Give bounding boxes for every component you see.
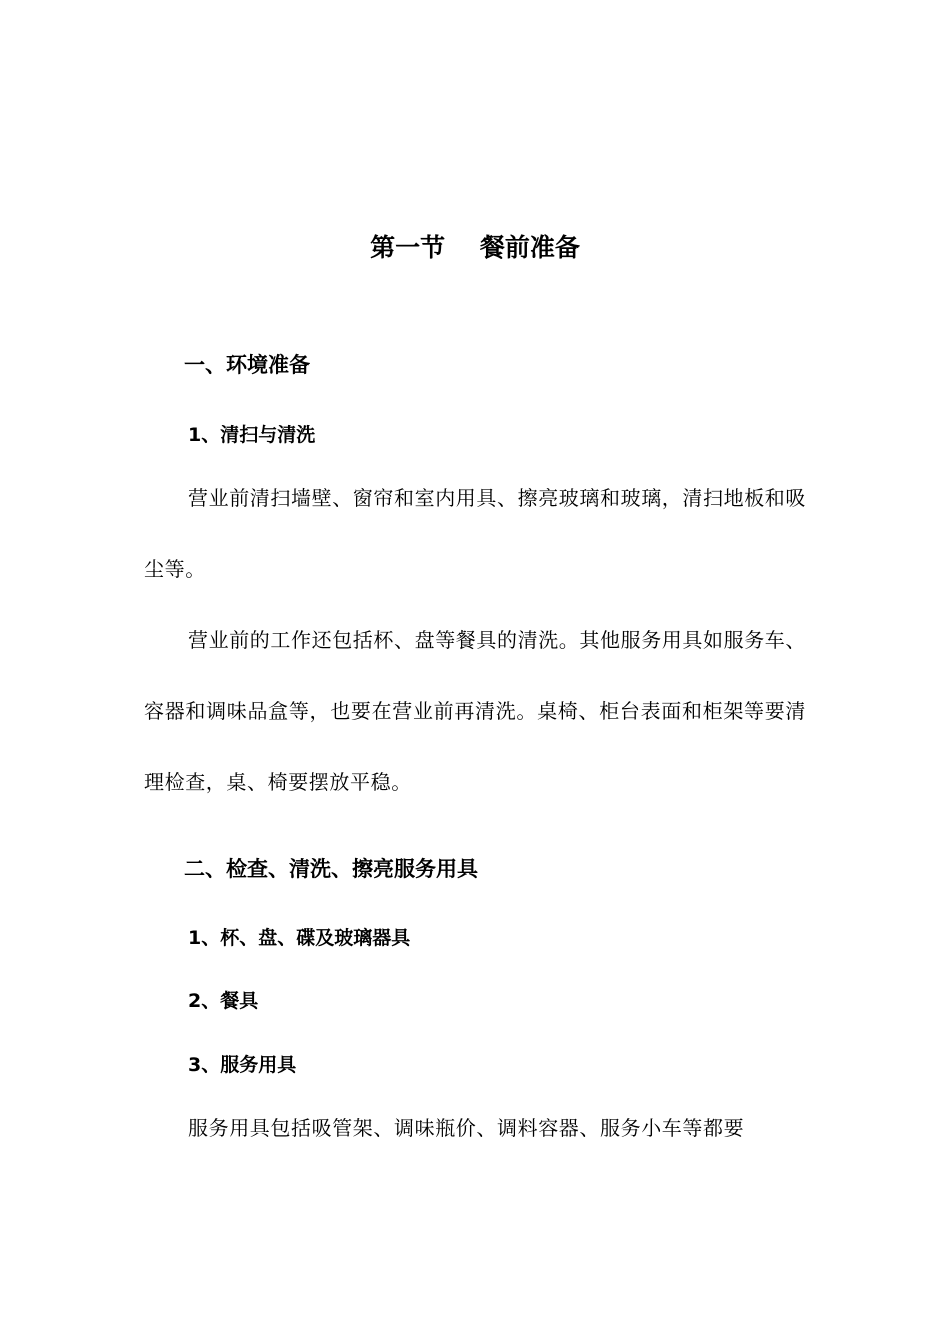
subsection-heading-cups-plates: 1、杯、盘、碟及玻璃器具 [188,927,411,949]
subsection-heading-service-utensils: 3、服务用具 [188,1054,297,1076]
paragraph-cleaning-1: 营业前清扫墙壁、窗帘和室内用具、擦亮玻璃和玻璃，清扫地板和吸尘等。 [144,486,806,581]
section-heading-environment: 一、环境准备 [184,353,310,377]
subsection-heading-cleaning: 1、清扫与清洗 [188,424,316,446]
page-title: 第一节 餐前准备 [370,233,580,262]
section-heading-service-tools: 二、检查、清洗、擦亮服务用具 [184,857,478,881]
paragraph-service-utensils: 服务用具包括吸管架、调味瓶价、调料容器、服务小车等都要 [188,1116,745,1140]
paragraph-cleaning-2: 营业前的工作还包括杯、盘等餐具的清洗。其他服务用具如服务车、容器和调味品盒等，也要在营业前再清洗。桌椅、柜台表面和柜架等要清理检查，桌、椅要摆放平稳。 [144,628,806,794]
subsection-heading-tableware: 2、餐具 [188,990,259,1012]
